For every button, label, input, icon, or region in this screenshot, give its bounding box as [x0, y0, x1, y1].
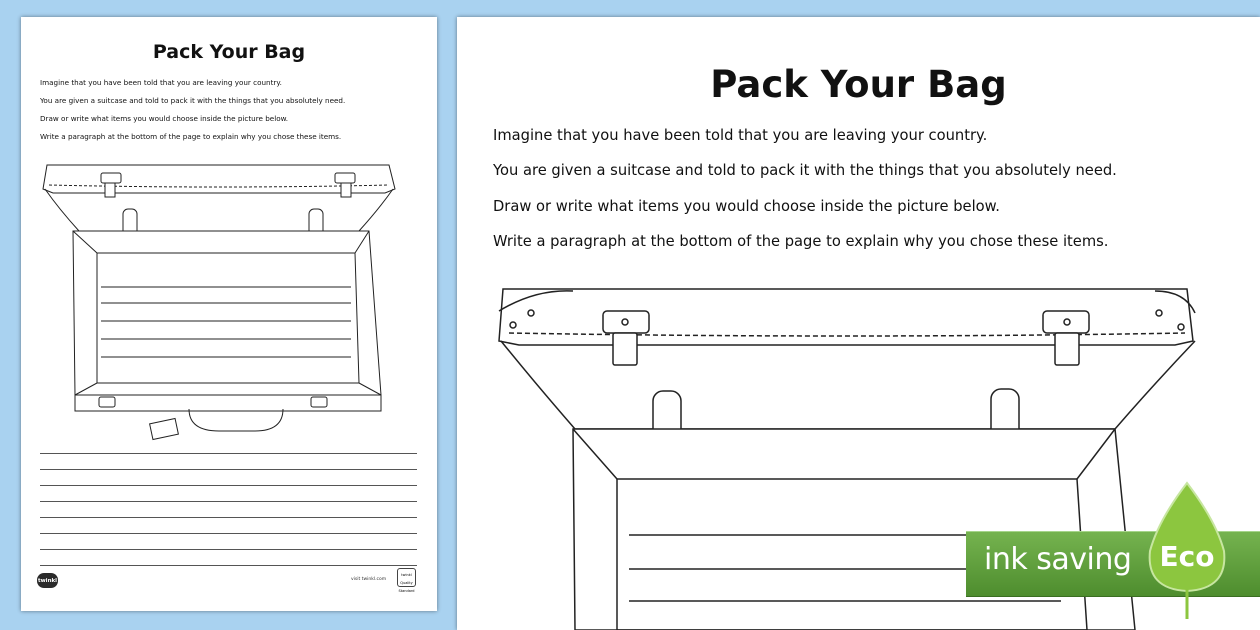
instruction-line-4-large: Write a paragraph at the bottom of the page to explain why you chose these items. [493, 233, 1109, 250]
seal-brand: twinkl [401, 573, 412, 577]
seal-text: Quality Standard [398, 581, 415, 593]
footer-url: visit twinkl.com [351, 577, 387, 582]
suitcase-illustration [39, 159, 399, 439]
instruction-line-2-large: You are given a suitcase and told to pack it with the things that you absolutely need. [493, 162, 1117, 179]
instruction-line-3: Draw or write what items you would choose inside the picture below. [40, 114, 289, 123]
instruction-line-1-large: Imagine that you have been told that you are leaving your country. [493, 127, 988, 144]
worksheet-title-large: Pack Your Bag [710, 63, 1007, 106]
instruction-line-1: Imagine that you have been told that you are leaving your country. [40, 78, 282, 87]
twinkl-logo: twinkl [37, 573, 58, 588]
ink-saving-text: ink saving [984, 542, 1132, 577]
worksheet-title: Pack Your Bag [152, 41, 306, 63]
instruction-line-3-large: Draw or write what items you would choose inside the picture below. [493, 198, 1000, 215]
instruction-line-2: You are given a suitcase and told to pack it with the things that you absolutely need. [40, 96, 346, 105]
quality-seal [397, 568, 416, 593]
instruction-line-4: Write a paragraph at the bottom of the page to explain why you chose these items. [40, 132, 342, 141]
worksheet-preview-small[interactable] [21, 17, 437, 611]
writing-lines[interactable] [40, 453, 417, 581]
eco-label: Eco [1159, 540, 1215, 573]
